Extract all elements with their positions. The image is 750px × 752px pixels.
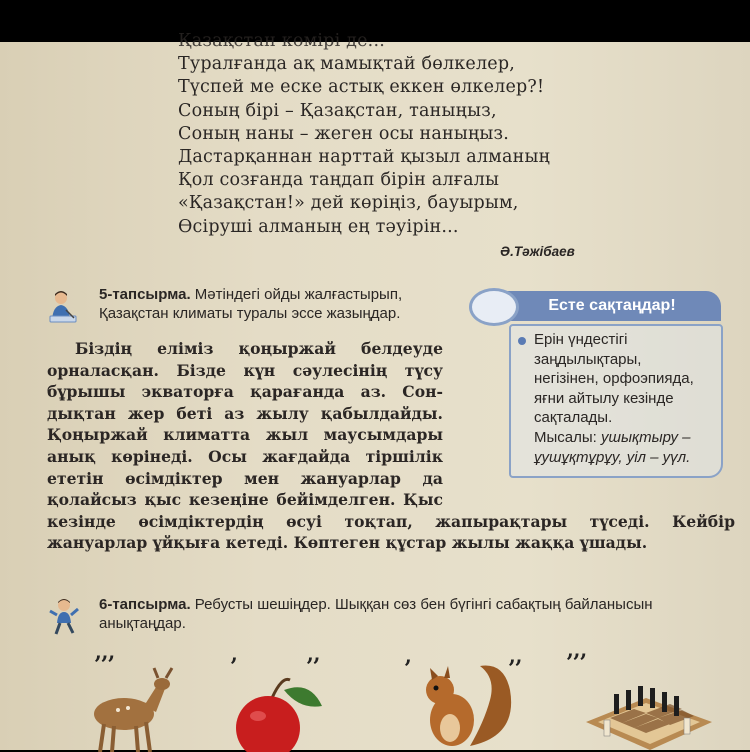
poem-author: Ә.Тәжібаев: [500, 244, 575, 259]
remember-line: яғни айтылу кезінде: [534, 389, 674, 407]
textbook-page: [0, 31, 750, 750]
paragraph-line: Қоңыржай климатта жыл маусымдары: [47, 425, 443, 445]
task-5-text-line2: Қазақстан климаты туралы эссе жазыңдар.: [99, 304, 401, 322]
rebus-apostrophes: ’: [230, 654, 237, 680]
poem-line: Түспей ме еске астық еккен өлкелер?!: [178, 77, 545, 98]
rebus-apostrophes: ’’: [306, 654, 320, 680]
paragraph-line: қолайсыз қыс кезеңіне бейімделген. Қыс: [47, 490, 443, 510]
task-6-text-line2: анықтаңдар.: [99, 614, 186, 632]
task-5-label: 5-тапсырма.: [99, 286, 191, 303]
task-6: [99, 596, 653, 633]
poem-line: Қол созғанда таңдап бірін алғалы: [178, 170, 500, 191]
paragraph-line: Біздің еліміз қоңыржай белдеуде: [75, 339, 443, 358]
squirrel-picture: [410, 656, 520, 752]
poem-line: «Қазақстан!» дей көріңіз, бауырым,: [178, 193, 519, 214]
paragraph-line: кезінде өсімдіктердің өсуі тоқтап, жапырақтары түседі. Кейбір: [47, 511, 735, 531]
task-6-text: Ребусты шешіңдер. Шыққан сөз бен бүгінгі сабақтың байланысын: [190, 596, 653, 613]
paragraph-line: бұрышы экваторға қарағанда аз. Сон-: [47, 382, 443, 402]
paragraph-line: дықтан жер беті аз жылу қабылдайды.: [47, 403, 443, 423]
remember-box-title: Есте сақтаңдар!: [503, 291, 721, 321]
body-paragraph: [47, 338, 740, 554]
poem-line: Қазақстан көмірі де...: [178, 31, 385, 51]
remember-line: сақталады.: [534, 409, 613, 427]
task-6-label: 6-тапсырма.: [99, 596, 191, 613]
poem-line: Туралғанда ақ мамықтай бөлкелер,: [178, 54, 516, 75]
poem-line: Өсіруші алманың ең тәуірін...: [178, 216, 459, 237]
paragraph-line: анық көрінеді. Осы жағдайда тіршілік: [47, 446, 443, 466]
rebus-apostrophes: ’’’: [566, 650, 586, 676]
rebus-apostrophes: ’’: [508, 656, 522, 682]
remember-line: негізінен, орфоэпияда,: [534, 370, 694, 388]
paragraph-line: ететін өсімдіктер мен жануарлар да: [47, 468, 443, 488]
poem-line: Дастарқаннан нарттай қызыл алманың: [178, 147, 551, 168]
student-writing-icon: [48, 288, 78, 328]
task-5-text: Мәтіндегі ойды жалғастырып,: [190, 286, 403, 303]
apple-picture: [232, 676, 332, 752]
chessboard-picture: [584, 670, 714, 752]
poem-line: Соның наны – жеген осы наныңыз.: [178, 123, 510, 144]
example-label: Мысалы:: [534, 428, 601, 446]
example-word: ұушұқтұрұу, уіл – уүл.: [534, 448, 691, 466]
paragraph-line: жануарлар ұйқыға кетеді. Көптеген құстар жылы жаққа ұшады.: [47, 533, 648, 553]
rebus-apostrophes: ’: [404, 656, 411, 682]
remember-line: Ерін үндестігі: [534, 331, 628, 348]
remember-line: заңдылықтары,: [534, 350, 642, 368]
rebus-apostrophes: ’’’: [94, 652, 114, 678]
paragraph-line: орналасқан. Бізде күн сәулесінің түсу: [47, 360, 443, 380]
deer-picture: [82, 662, 178, 752]
poem-line: Соның бірі – Қазақстан, таныңыз,: [178, 100, 497, 121]
task-5: [99, 286, 402, 323]
example-word: ушықтыру –: [601, 428, 691, 446]
poem: [178, 30, 550, 239]
remember-box-badge: [469, 288, 519, 326]
student-running-icon: [48, 597, 80, 637]
